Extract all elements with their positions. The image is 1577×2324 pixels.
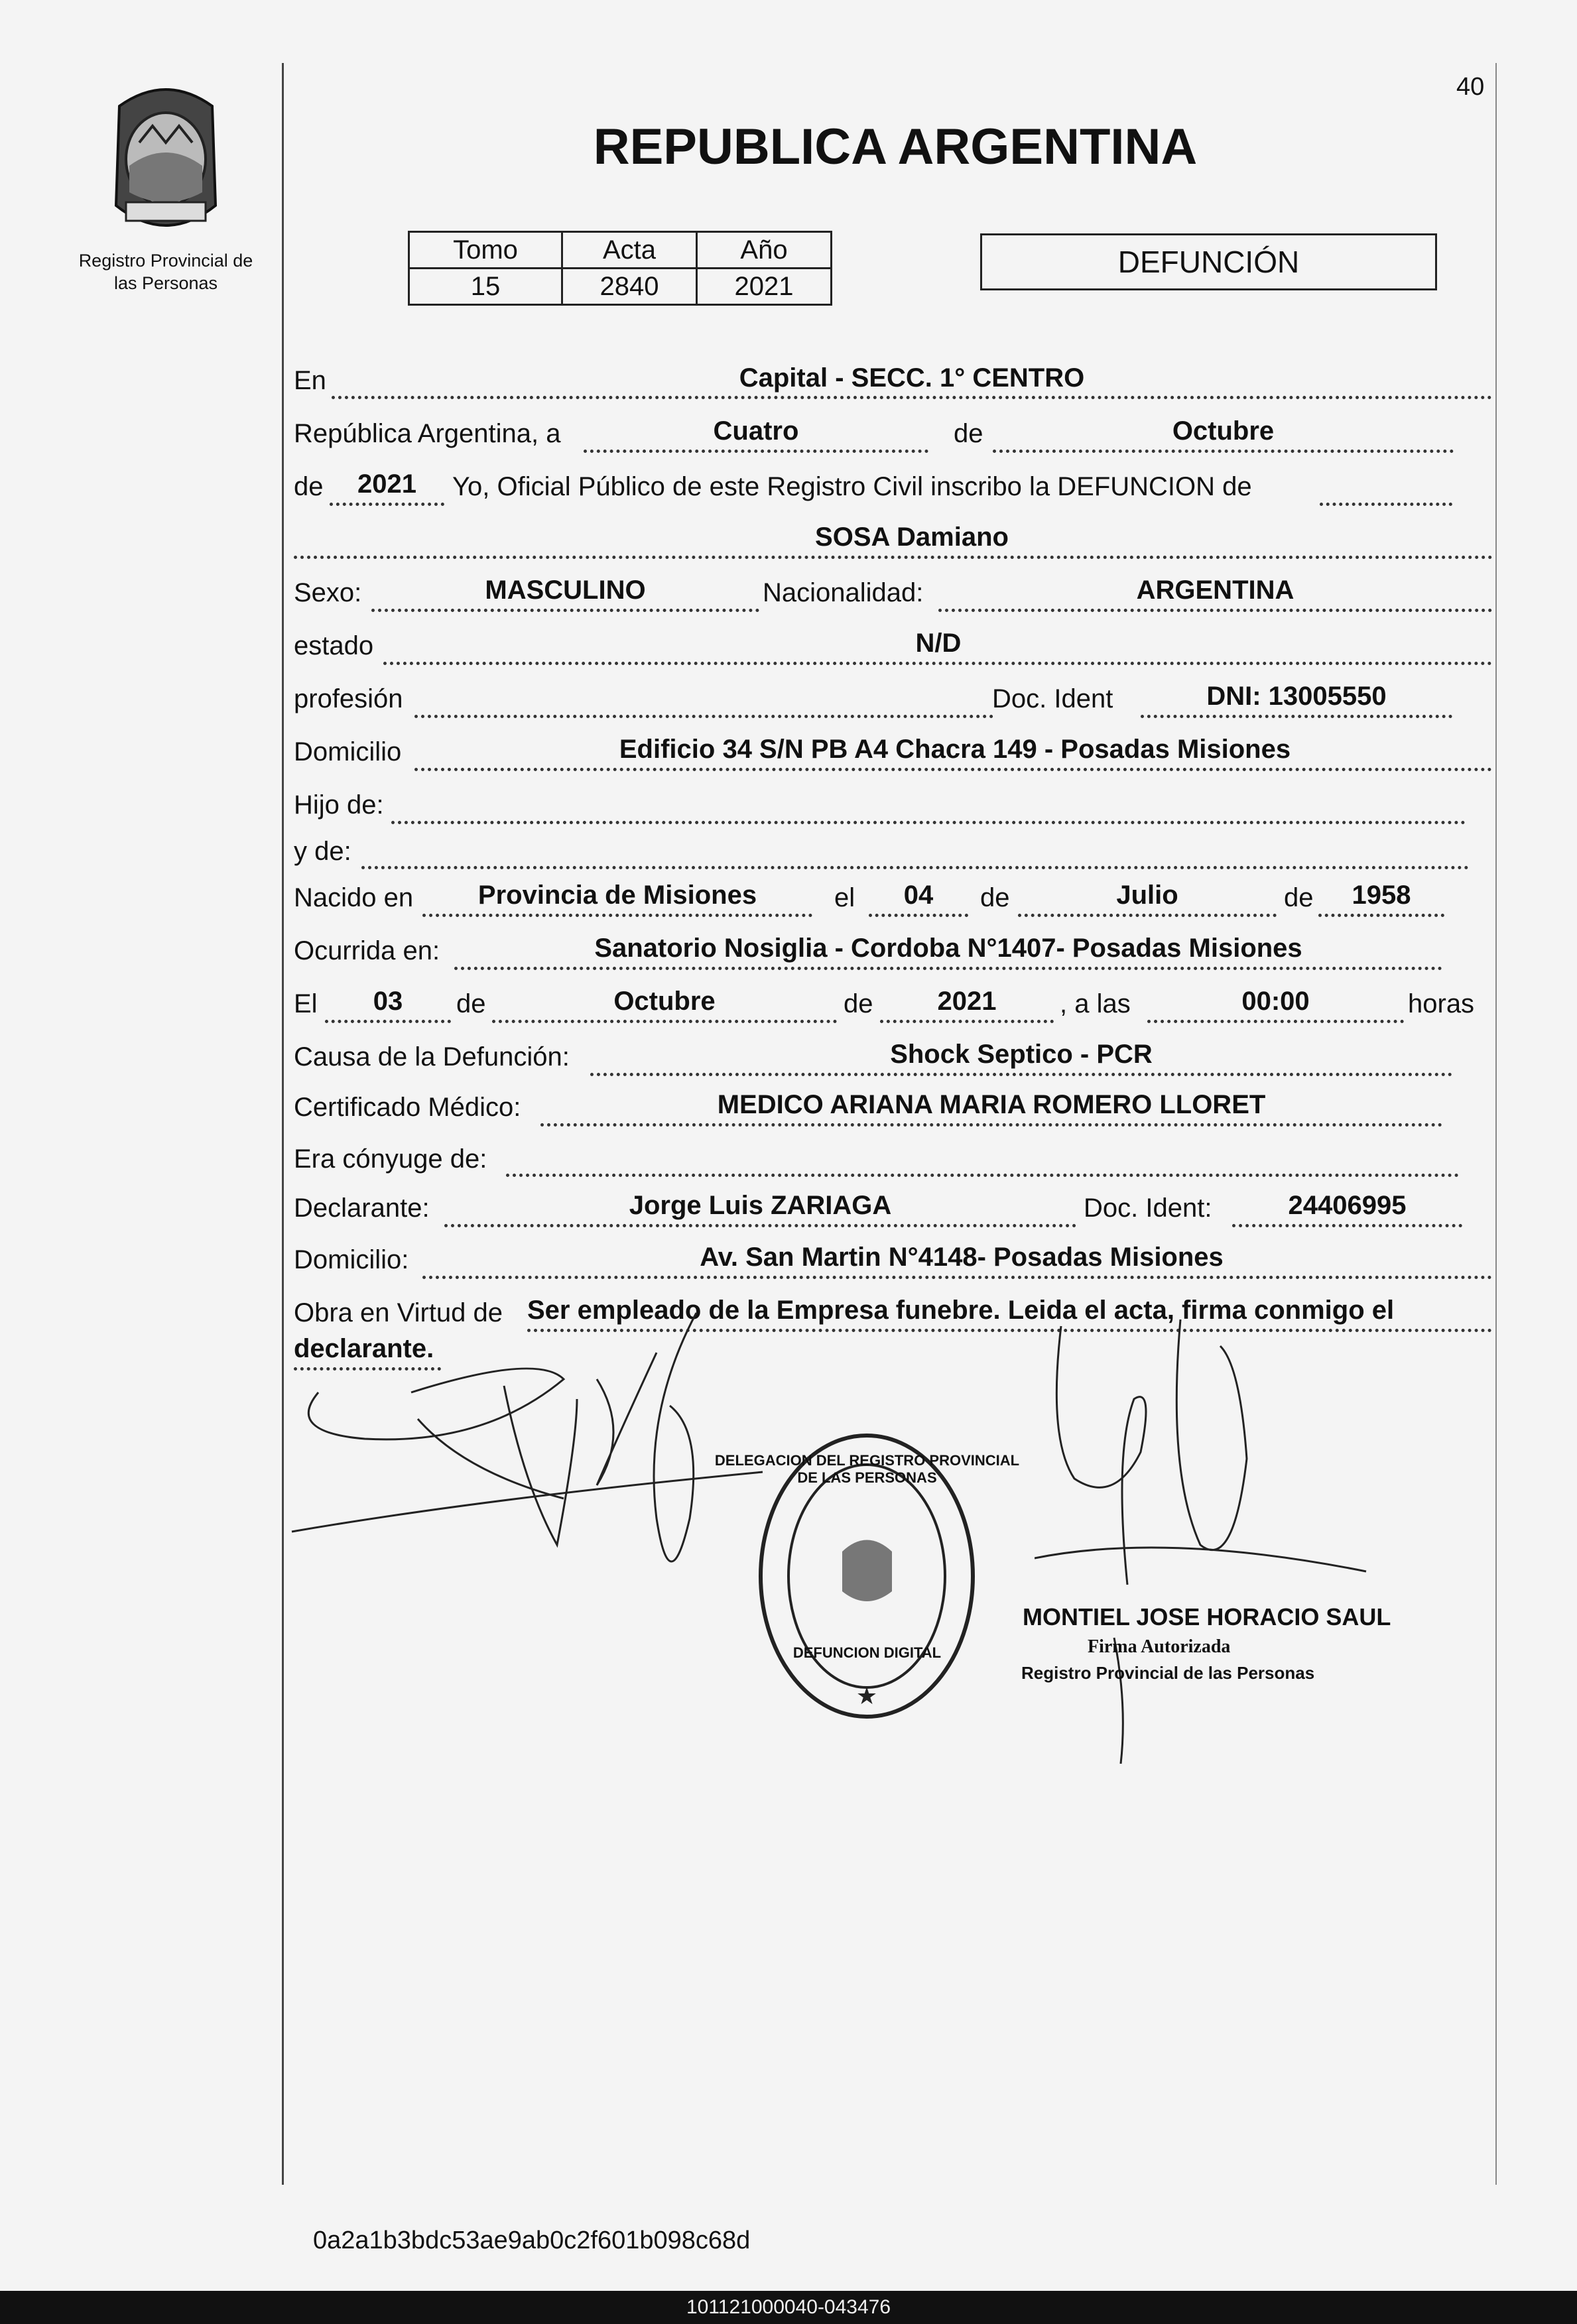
year-line (330, 503, 444, 506)
yde-line (361, 866, 1469, 869)
doc-ident2-label: Doc. Ident: (1084, 1193, 1212, 1223)
signatory-role: Firma Autorizada (1088, 1636, 1231, 1657)
estado-value: N/D (915, 629, 962, 658)
document-hash: 0a2a1b3bdc53ae9ab0c2f601b098c68d (313, 2227, 751, 2254)
stamp-outer-text: DELEGACION DEL REGISTRO PROVINCIAL DE LAS PERSONAS (714, 1452, 1020, 1486)
table-value-tomo: 15 (409, 269, 562, 305)
fecha-de-label-2: de (844, 989, 873, 1018)
sexo-line (371, 609, 759, 612)
fecha-mes: Octubre (613, 987, 716, 1016)
en-line (332, 396, 1492, 399)
causa-label: Causa de la Defunción: (294, 1042, 570, 1071)
fecha-dia-line (325, 1020, 451, 1023)
declarante-doc: 24406995 (1288, 1191, 1407, 1220)
nacionalidad-label: Nacionalidad: (763, 578, 924, 607)
declarante-doc-line (1232, 1224, 1462, 1227)
hijo-line (391, 821, 1466, 824)
nacido-de-label-2: de (1284, 883, 1314, 912)
nacido-mes: Julio (1116, 881, 1178, 910)
conyuge-label: Era cónyuge de: (294, 1144, 487, 1174)
en-value: Capital - SECC. 1° CENTRO (739, 363, 1085, 393)
signatory-office: Registro Provincial de las Personas (1021, 1663, 1315, 1683)
nacido-mes-line (1018, 914, 1277, 917)
declarante-value: Jorge Luis ZARIAGA (629, 1191, 892, 1220)
nacido-de-label-1: de (980, 883, 1010, 912)
doc-ident-label: Doc. Ident (992, 684, 1113, 713)
obra-value-1: Ser empleado de la Empresa funebre. Leida el acta, firma conmigo el (527, 1296, 1395, 1325)
officer-line-end (1320, 503, 1452, 506)
sexo-value: MASCULINO (485, 576, 646, 605)
right-margin-line (1495, 63, 1497, 2185)
deceased-name-line (294, 556, 1493, 559)
declarante-label: Declarante: (294, 1193, 430, 1223)
fecha-anio-line (880, 1020, 1054, 1023)
svg-text:★: ★ (855, 1682, 878, 1709)
day-line (584, 450, 928, 453)
official-stamp (714, 1426, 1020, 1727)
domicilio-line (414, 768, 1492, 771)
registry-table (408, 231, 832, 306)
declarante-line (444, 1224, 1076, 1227)
nacido-lugar-line (422, 914, 812, 917)
hora-line (1147, 1020, 1404, 1023)
footer-code: 101121000040-043476 (0, 2291, 1577, 2324)
hijo-label: Hijo de: (294, 790, 384, 820)
certificado-value: MEDICO ARIANA MARIA ROMERO LLORET (717, 1090, 1266, 1119)
table-value-anio: 2021 (697, 269, 832, 305)
nacido-el-label: el (834, 883, 855, 912)
domicilio2-line (422, 1276, 1492, 1279)
record-type-box: DEFUNCIÓN (980, 233, 1437, 290)
estado-label: estado (294, 631, 374, 660)
table-header-tomo: Tomo (409, 232, 562, 269)
fecha-anio: 2021 (937, 987, 997, 1016)
estado-line (383, 662, 1492, 665)
horas-label: horas (1408, 989, 1475, 1018)
causa-line (590, 1073, 1452, 1076)
domicilio-value: Edificio 34 S/N PB A4 Chacra 149 - Posadas Misiones (619, 735, 1291, 764)
causa-value: Shock Septico - PCR (890, 1040, 1153, 1069)
ocurrida-label: Ocurrida en: (294, 936, 440, 965)
profesion-line (414, 715, 993, 718)
signatory-name: MONTIEL JOSE HORACIO SAUL (1023, 1603, 1391, 1630)
year-prefix: de (294, 472, 324, 501)
official-signature (1035, 1306, 1379, 1784)
ocurrida-value: Sanatorio Nosiglia - Cordoba N°1407- Posadas Misiones (594, 934, 1302, 963)
certificado-label: Certificado Médico: (294, 1093, 521, 1122)
conyuge-line (506, 1174, 1459, 1177)
fecha-dia: 03 (373, 987, 403, 1016)
republica-label: República Argentina, a (294, 419, 561, 448)
nacido-dia: 04 (903, 881, 934, 910)
alas-label: , a las (1060, 989, 1131, 1018)
domicilio-label: Domicilio (294, 737, 402, 766)
officer-text: Yo, Oficial Público de este Registro Civil inscribo la DEFUNCION de (452, 472, 1252, 501)
fecha-de-label-1: de (456, 989, 486, 1018)
domicilio2-label: Domicilio: (294, 1245, 409, 1274)
certificado-line (540, 1123, 1442, 1127)
obra-value-2: declarante. (294, 1334, 434, 1363)
year-value: 2021 (357, 469, 416, 499)
fecha-el-label: El (294, 989, 318, 1018)
nacido-anio-line (1318, 914, 1444, 917)
nacido-dia-line (869, 914, 968, 917)
month-line (993, 450, 1454, 453)
hora-value: 00:00 (1241, 987, 1310, 1016)
deceased-name: SOSA Damiano (815, 522, 1009, 552)
nacido-label: Nacido en (294, 883, 414, 912)
doc-ident-line (1141, 715, 1452, 718)
profesion-label: profesión (294, 684, 403, 713)
domicilio2-value: Av. San Martin N°4148- Posadas Misiones (700, 1243, 1224, 1272)
table-value-acta: 2840 (562, 269, 697, 305)
agency-name-line2: las Personas (113, 273, 218, 293)
document-title: REPUBLICA ARGENTINA (593, 119, 1198, 175)
agency-name-line1: Registro Provincial de (78, 251, 253, 271)
yde-label: y de: (294, 837, 351, 866)
en-label: En (294, 366, 326, 395)
province-seal-logo (99, 80, 232, 239)
stamp-inner-text: DEFUNCION DIGITAL (792, 1644, 942, 1661)
nacido-lugar: Provincia de Misiones (477, 881, 757, 910)
nacido-anio: 1958 (1352, 881, 1411, 910)
table-header-anio: Año (697, 232, 832, 269)
de-label-1: de (954, 419, 983, 448)
nacionalidad-value: ARGENTINA (1136, 576, 1294, 605)
obra-label: Obra en Virtud de (294, 1298, 503, 1327)
day-word: Cuatro (713, 416, 799, 446)
fecha-mes-line (492, 1020, 837, 1023)
page-number: 40 (1456, 73, 1485, 101)
sexo-label: Sexo: (294, 578, 362, 607)
doc-ident-value: DNI: 13005550 (1206, 682, 1387, 711)
month-word: Octubre (1172, 416, 1275, 446)
left-margin-line (282, 63, 284, 2185)
nacionalidad-line (938, 609, 1492, 612)
ocurrida-line (454, 967, 1442, 970)
table-header-acta: Acta (562, 232, 697, 269)
